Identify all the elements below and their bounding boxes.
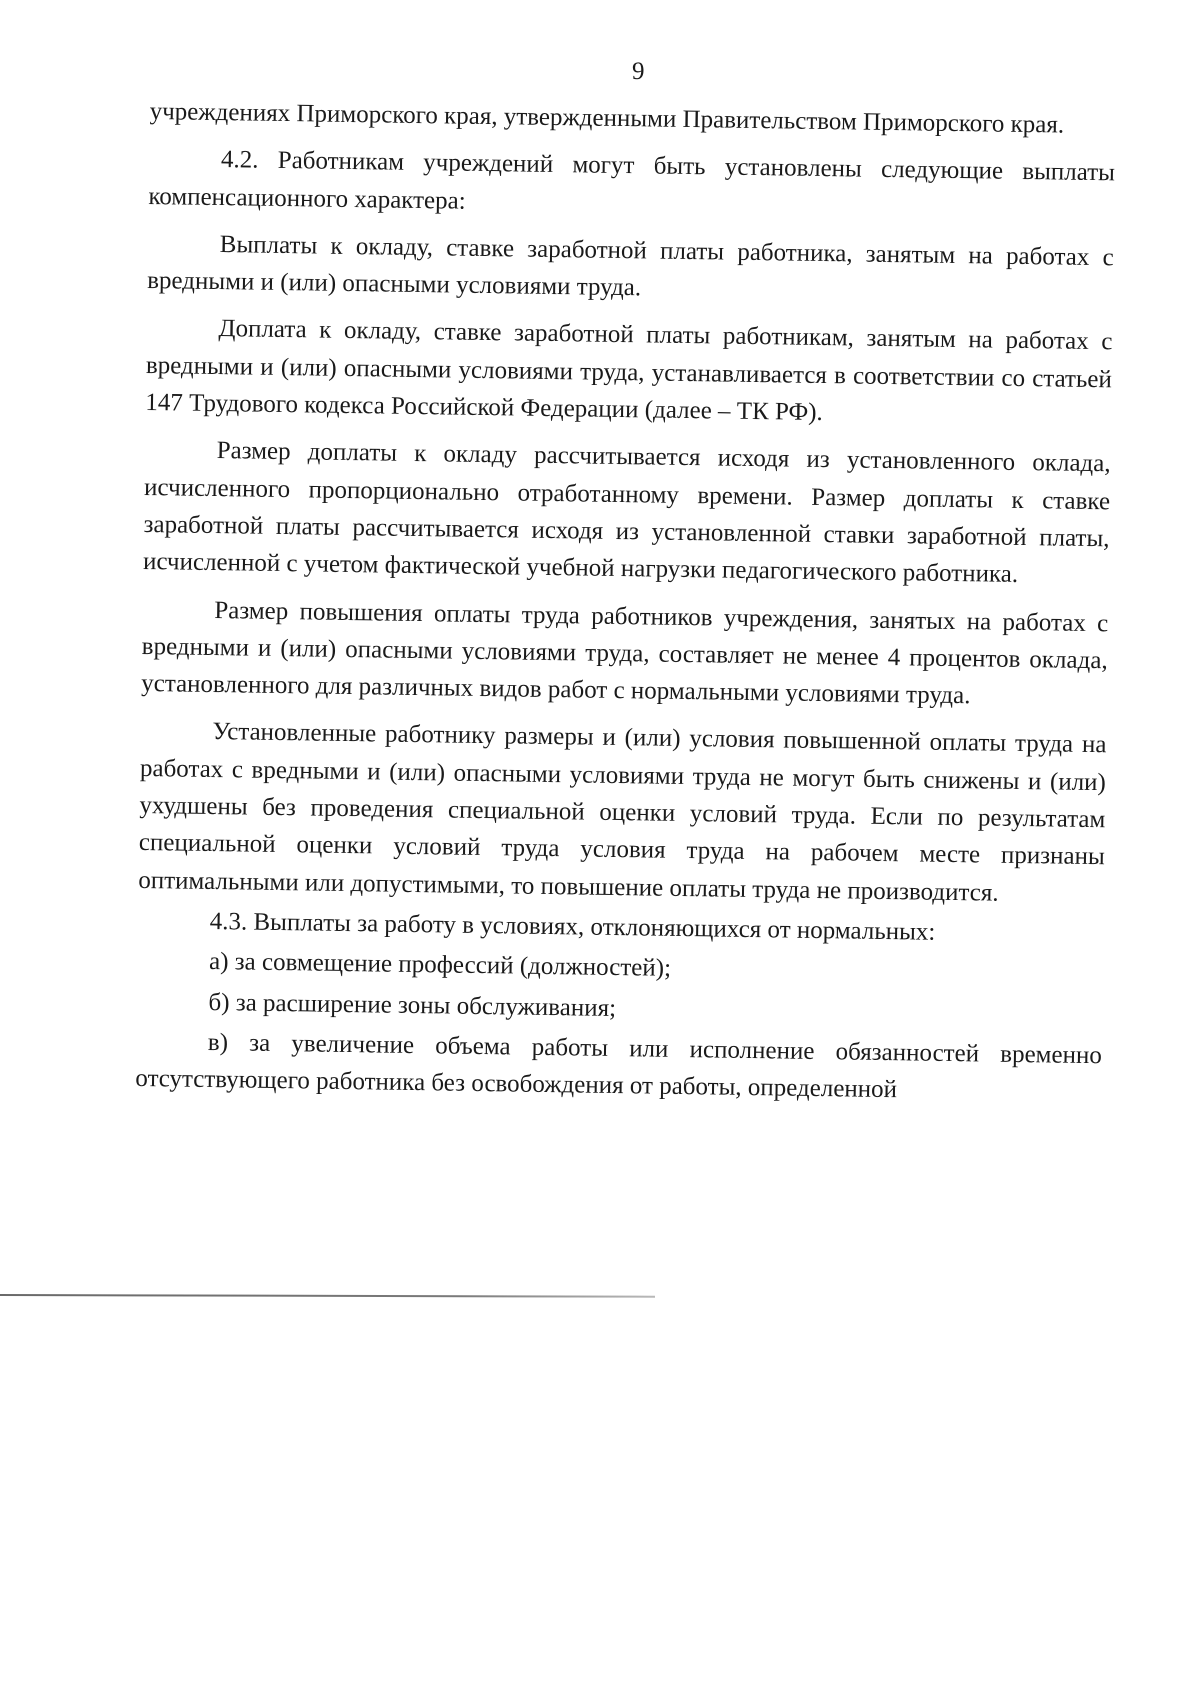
- paragraph-continuation: учреждениях Приморского края, утвержденными Правительством Приморского края.: [149, 97, 1065, 139]
- paragraph-payments-hazard: Выплаты к окладу, ставке заработной платы работника, занятым на работах с вредными и (или) опасными условиями труда.: [147, 230, 1114, 302]
- paragraph-section-4-3: 4.3. Выплаты за работу в условиях, отклоняющихся от нормальных:: [209, 907, 936, 946]
- list-item-c: в) за увеличение объема работы или исполнение обязанностей временно отсутствующего работника без освобождения от работы, определенной: [135, 1028, 1103, 1104]
- page-number: 9: [631, 57, 645, 86]
- list-item-a: а) за совмещение профессий (должностей);: [208, 948, 672, 983]
- paragraph-section-4-2: 4.2. Работникам учреждений могут быть установлены следующие выплаты компенсационного характера:: [148, 146, 1116, 215]
- paragraph-surcharge-article-147: Доплата к окладу, ставке заработной платы работникам, занятым на работах с вредными и (или) опасными условиями труда, устанавливается в соответствии со статьей 147 Трудового кодекса Российской Федерации (далее – ТК РФ).: [145, 315, 1113, 427]
- document-body: [135, 93, 1116, 1112]
- scan-artifact-line: [0, 1294, 655, 1298]
- paragraph-special-assessment: Установленные работнику размеры и (или) условия повышенной оплаты труда на работах с вредными и (или) опасными условиями труда не могут быть снижены и (или) ухудшены без проведения специальной оценки условий труда. Если по результатам специальной оценки условий труда условия труда на рабочем месте признаны оптимальными или допустимыми, то повышение оплаты труда не производится.: [138, 718, 1107, 907]
- paragraph-surcharge-calculation: Размер доплаты к окладу рассчитывается исходя из установленного оклада, исчисленного пропорционально отработанному времени. Размер доплаты к ставке заработной платы рассчитывается исходя из установленной ставки заработной платы, исчисленной с учетом фактической учебной нагрузки педагогического работника.: [142, 437, 1111, 589]
- list-item-b: б) за расширение зоны обслуживания;: [208, 988, 617, 1022]
- paragraph-increase-minimum: Размер повышения оплаты труда работников учреждения, занятых на работах с вредными и (или) опасными условиями труда, составляет не менее 4 процентов оклада, установленного для различных видов работ с нормальными условиями труда.: [141, 596, 1109, 710]
